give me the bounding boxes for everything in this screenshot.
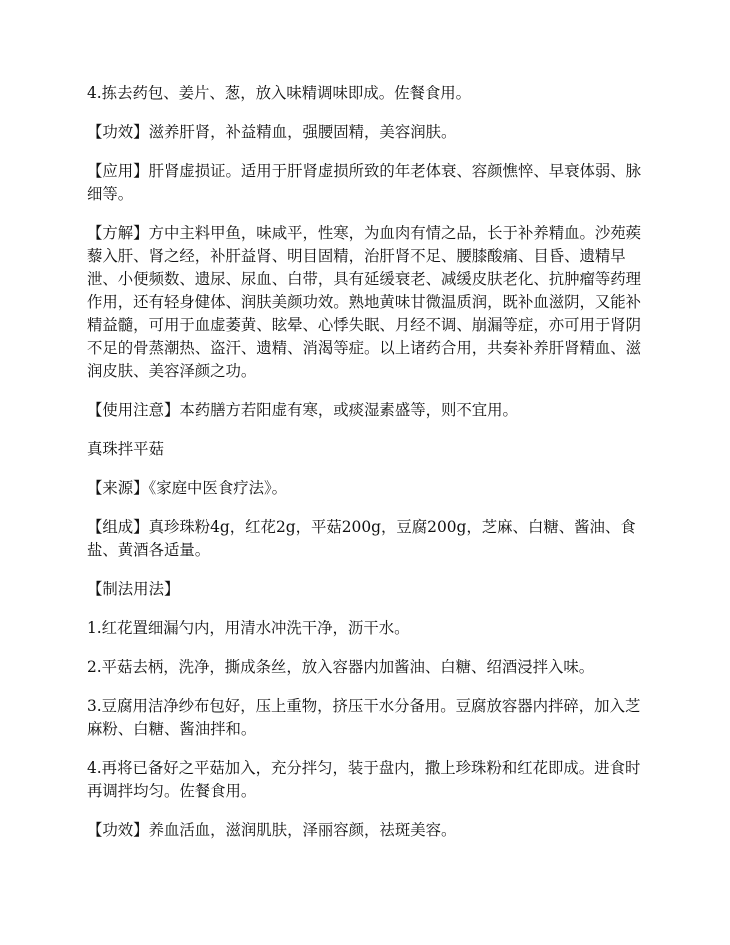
step-4-paragraph: 4.拣去药包、姜片、葱，放入味精调味即成。佐餐食用。 (87, 84, 472, 102)
document-page (87, 82, 647, 858)
efficacy-paragraph-2: 【功效】养血活血，滋润肌肤，泽丽容颜，祛斑美容。 (87, 821, 457, 839)
prep-step-2: 2.平菇去柄，洗净，撕成条丝，放入容器内加酱油、白糖、绍酒浸拌入味。 (87, 658, 595, 676)
source-paragraph: 【来源】《家庭中医食疗法》。 (87, 479, 288, 497)
recipe-title: 真珠拌平菇 (87, 440, 164, 458)
composition-paragraph: 【组成】真珍珠粉4g，红花2g，平菇200g，豆腐200g，芝麻、白糖、酱油、食盐、黄酒各适量。 (87, 518, 636, 559)
formula-analysis-paragraph: 【方解】方中主料甲鱼，味咸平，性寒，为血肉有情之品，长于补养精血。沙苑蒺藜入肝、肾之经，补肝益肾、明目固精，治肝肾不足、腰膝酸痛、目昏、遗精早泄、小便频数、遗尿、尿血、白带，具有延缓衰老、减缓皮肤老化、抗肿瘤等药理作用，还有轻身健体、润肤美颜功效。熟地黄味甘微温质润，既补血滋阴，又能补精益髓，可用于血虚萎黄、眩晕、心悸失眠、月经不调、崩漏等症，亦可用于肾阴不足的骨蒸潮热、盗汗、遗精、消渴等症。以上诸药合用，共奏补养肝肾精血、滋润皮肤、美容泽颜之功。 (87, 224, 642, 380)
prep-step-3: 3.豆腐用洁净纱布包好，压上重物，挤压干水分备用。豆腐放容器内拌碎，加入芝麻粉、白糖、酱油拌和。 (87, 697, 641, 738)
prep-step-1: 1.红花置细漏勺内，用清水冲洗干净，沥干水。 (87, 619, 410, 637)
efficacy-paragraph: 【功效】滋养肝肾，补益精血，强腰固精，美容润肤。 (87, 123, 457, 141)
usage-caution-paragraph: 【使用注意】本药膳方若阳虚有寒，或痰湿素盛等，则不宜用。 (87, 401, 518, 419)
application-paragraph: 【应用】肝肾虚损证。适用于肝肾虚损所致的年老体衰、容颜憔悴、早衰体弱、脉细等。 (87, 162, 642, 203)
prep-step-4: 4.再将已备好之平菇加入，充分拌匀，装于盘内，撒上珍珠粉和红花即成。进食时再调拌均匀。佐餐食用。 (87, 759, 641, 800)
preparation-heading: 【制法用法】 (87, 580, 180, 598)
